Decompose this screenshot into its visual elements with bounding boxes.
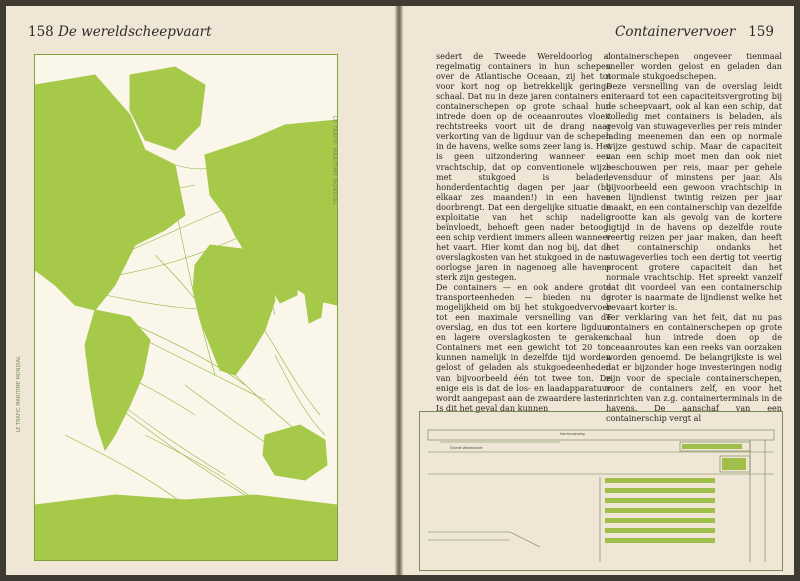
left-page: [6, 6, 396, 575]
australia: [263, 425, 327, 480]
left-page-number: 158: [28, 24, 54, 40]
right-page-number: 159: [748, 24, 774, 40]
india: [303, 280, 325, 323]
right-running-head: [615, 24, 774, 40]
greenland: [130, 67, 205, 150]
plan-road-label-top: Hamburgerweg: [560, 432, 585, 436]
container-terminal-plan: [419, 411, 783, 571]
left-page-title: De wereldscheepvaart: [58, 24, 212, 40]
text-column-2: [606, 51, 782, 423]
plan-svg: [420, 412, 782, 570]
right-page: [402, 6, 794, 575]
container-stacks: [605, 444, 746, 543]
plan-road-label-middle: Eilande Weizelstraat: [450, 446, 483, 450]
africa: [193, 245, 275, 375]
south-america: [85, 310, 150, 450]
map-corner-label: LE TRAFIC MARITIME MONDIAL: [16, 356, 22, 433]
paragraph: containerschepen ongeveer tienmaal sneller worden gelost en geladen dan normale stukgoedschepen.: [606, 51, 782, 82]
paragraph: sedert de Tweede Wereldoorlog al regelmatig containers in hun schepen over de Atlantische Oceaan, zij het tot voor kort nog op betrekkelijk geringe schaal. Dat nu in deze jaren containers en containerschepen op grote schaal hun intrede doen op de oceaanroutes vloeit rechtstreeks voort uit de drang naar verkorting van de ligduur van de schepen in de havens, welke soms zeer lang is. Het is geen uitzondering wanneer een vrachtschip, dat op conventionele wijze met stukgoed is beladen, honderdentachtig dagen per jaar (bij elkaar zes maanden!) in een haven doorbrengt. Dat een dergelijke situatie de exploitatie van het schip nadelig beïnvloedt, behoeft geen nader betoog: een schip verdient immers alleen wanneer het vaart. Hier komt dan nog bij, dat de overslagkosten van het stukgoed in de na-oorlogse jaren in nagenoeg alle havens sterk zijn gestegen.: [436, 51, 611, 283]
paragraph: De containers — en ook andere grote transporteenheden — bieden nu de mogelijkheid om bij het stukgoedvervoer tot een maximale versnelling van de overslag, en dus tot een kortere ligduur en lagere overslagkosten te geraken. Containers met een gewicht tot 20 ton kunnen namelijk in dezelfde tijd worden gelost of geladen als stukgoedeenheden van bijvoorbeeld één tot twee ton. De enige eis is dat de los- en laadapparatuur wordt aangepast aan de zwaardere lasten. Is dit het geval dan kunnen: [436, 282, 611, 413]
world-shipping-routes-map: [34, 54, 338, 561]
map-svg: [35, 55, 337, 560]
map-side-label: LE TRAFIC MARITIME MONDIAL: [331, 116, 337, 206]
paragraph: Deze versnelling van de overslag leidt uiteraard tot een capaciteitsvergroting bij de scheepvaart, ook al kan een schip, dat volledig met containers is beladen, als gevolg van stuwageverlies per reis minder lading meenemen dan een op normale wijze gestuwd schip. Maar de capaciteit van een schip moet men dan ook niet beschouwen per reis, maar per gehele levensduur of minstens per jaar. Als bijvoorbeeld een gewoon vrachtschip in een lijndienst twintig reizen per jaar maakt, en een containerschip van dezelfde grootte kan als gevolg van de kortere ligtijd in de havens op dezelfde route veertig reizen per jaar maken, dan heeft het containerschip ondanks het stuwageverlies toch een dertig tot veertig procent grotere capaciteit dan het normale vrachtschip. Het spreekt vanzelf dat dit voordeel van een containerschip groter is naarmate de lijndienst welke het bevaart korter is.: [606, 81, 782, 313]
right-page-title: Containervervoer: [614, 24, 736, 40]
paragraph: Ter verklaring van het feit, dat nu pas containers en containerschepen op grote schaal hun intrede doen op de oceaanroutes kan een reeks van oorzaken worden genoemd. De belangrijkste is wel dat er bijzonder hoge investeringen nodig zijn voor de speciale containerschepen, voor de containers zelf, en voor het inrichten van z.g. containerterminals in de havens. De aanschaf van een containerschip vergt al: [606, 312, 782, 423]
text-column-1: [436, 51, 611, 413]
land-masses: [35, 67, 337, 560]
left-running-head: [28, 24, 212, 40]
antarctica: [35, 495, 337, 560]
